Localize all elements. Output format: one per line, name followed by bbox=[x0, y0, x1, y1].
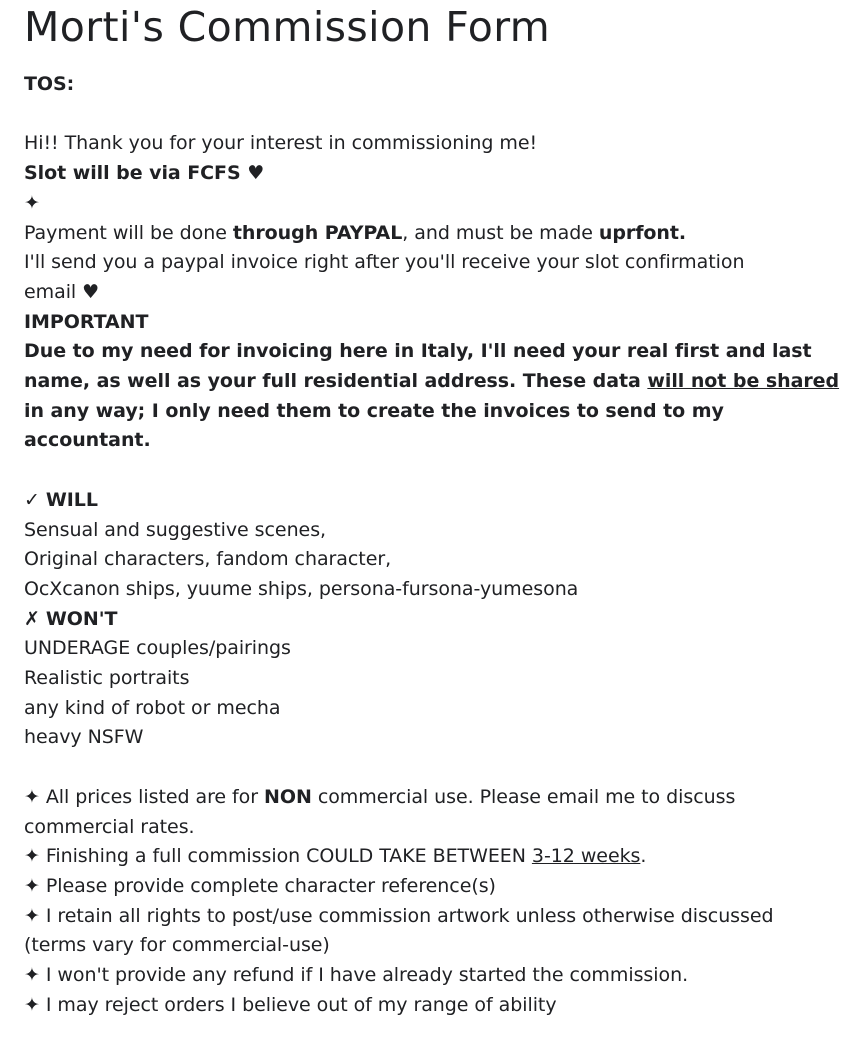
rule-references: ✦ Please provide complete character reference(s) bbox=[24, 874, 496, 897]
thanks-text: Hi!! Thank you for your interest in commissioning me! bbox=[24, 132, 538, 155]
list-item: heavy NSFW bbox=[24, 726, 144, 749]
list-item: Sensual and suggestive scenes, bbox=[24, 518, 327, 541]
slot-text: Slot will be via FCFS ♥ bbox=[24, 162, 265, 185]
important-text-line-3: in any way; I only need them to create the invoices to send to my bbox=[24, 399, 724, 422]
tos-heading: TOS: bbox=[24, 73, 75, 95]
rule-timing: ✦ Finishing a full commission COULD TAKE BETWEEN 3-12 weeks. bbox=[24, 845, 647, 868]
sparkle-icon: ✦ bbox=[24, 845, 40, 868]
rule-rights: ✦ I retain all rights to post/use commission artwork unless otherwise discussed bbox=[24, 904, 774, 927]
sparkle-icon: ✦ bbox=[24, 904, 40, 927]
will-heading: ✓ WILL bbox=[24, 488, 98, 511]
list-item: any kind of robot or mecha bbox=[24, 696, 281, 719]
invoice-text-line-1: I'll send you a paypal invoice right after you'll receive your slot confirmation bbox=[24, 251, 745, 274]
important-text-line-1: Due to my need for invoicing here in Italy, I'll need your real first and last bbox=[24, 340, 812, 363]
list-item: OcXcanon ships, yuume ships, persona-fursona-yumesona bbox=[24, 577, 579, 600]
sparkle-icon: ✦ bbox=[24, 191, 40, 214]
spacer bbox=[24, 753, 817, 783]
invoice-text-line-2: email ♥ bbox=[24, 280, 100, 303]
spacer bbox=[24, 456, 817, 486]
form-description bbox=[24, 70, 840, 1020]
wont-heading: ✗ WON'T bbox=[24, 607, 118, 630]
rule-reject: ✦ I may reject orders I believe out of my range of ability bbox=[24, 993, 557, 1016]
important-text-line-4: accountant. bbox=[24, 429, 151, 452]
page-title: Morti's Commission Form bbox=[24, 3, 551, 51]
cross-icon: ✗ bbox=[24, 607, 40, 630]
rule-rights-line-2: (terms vary for commercial-use) bbox=[24, 934, 330, 957]
rule-refund: ✦ I won't provide any refund if I have already started the commission. bbox=[24, 964, 689, 987]
rule-prices-line-2: commercial rates. bbox=[24, 815, 195, 838]
list-item: Realistic portraits bbox=[24, 667, 190, 690]
list-item: UNDERAGE couples/pairings bbox=[24, 637, 291, 660]
spacer bbox=[24, 100, 817, 130]
important-text-line-2: name, as well as your full residential address. These data will not be shared bbox=[24, 370, 840, 393]
important-heading: IMPORTANT bbox=[24, 310, 149, 333]
sparkle-icon: ✦ bbox=[24, 964, 40, 987]
sparkle-icon: ✦ bbox=[24, 993, 40, 1016]
sparkle-icon: ✦ bbox=[24, 785, 40, 808]
payment-text: Payment will be done through PAYPAL, and must be made uprfont. bbox=[24, 221, 687, 244]
sparkle-icon: ✦ bbox=[24, 874, 40, 897]
rule-prices: ✦ All prices listed are for NON commercial use. Please email me to discuss bbox=[24, 785, 736, 808]
checkmark-icon: ✓ bbox=[24, 488, 40, 511]
list-item: Original characters, fandom character, bbox=[24, 548, 392, 571]
